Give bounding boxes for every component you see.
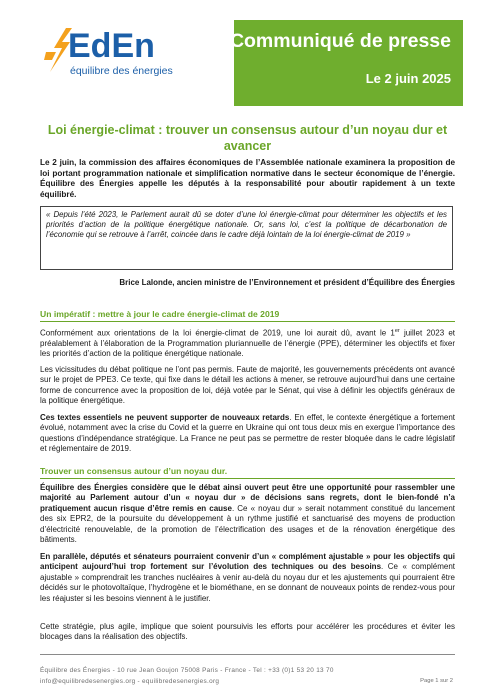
s2p1-bold: Équilibre des Énergies considère que le débat ainsi ouvert peut être une opportunité pour rassembler une majorité au Parlement autour d’un « noyau dur » de décisions sans regrets, dont le bien-fondé n’a pratiquement aucun risque d’être remis en cause <box>40 483 455 513</box>
footer-address: Équilibre des Énergies - 10 rue Jean Goujon 75008 Paris - France - Tel : +33 (0)1 53 20 13 70 <box>40 667 334 674</box>
s1p3-bold: Ces textes essentiels ne peuvent supporter de nouveaux retards <box>40 413 290 422</box>
s2p1-rest: . Ce « noyau dur » serait notamment constitué du lancement des six EPR2, de la poursuite du développement à un rythme justifié et sanctuarisé des moyens de production d’électricité renouvelable, de la promotion de l’électrification des usages et de la rénovation énergétique des bâtiments. <box>40 503 455 545</box>
lead-paragraph: Le 2 juin, la commission des affaires économiques de l’Assemblée nationale examinera la proposition de loi portant programmation nationale et simplification normative dans le secteur économique de l’énergie. Équilibre des Énergies appelle les députés à la responsabilité pour aboutir rapidement à un texte équilibré. <box>40 158 455 199</box>
section-2-paragraph-1 <box>40 483 455 545</box>
footer-rule <box>40 654 455 655</box>
section-1-paragraph-3 <box>40 413 455 455</box>
section-1-paragraph-1 <box>40 326 455 360</box>
page-title: Loi énergie-climat : trouver un consensus autour d’un noyau dur et avancer <box>47 123 448 153</box>
s1p1-b: juillet 2023 et préalablement à l’élaboration de la Programmation pluriannuelle de l’énergie (PPE), déterminer les objectifs et fixer les priorités d’action de la politique énergétique nationale. <box>40 328 456 359</box>
press-banner <box>229 20 463 106</box>
s2p2-bold: En parallèle, députés et sénateurs pourraient convenir d’un « complément ajustable » pour les objectifs qui anticipent aujourd’hui trop fortement sur l’évolution des techniques ou des besoins <box>40 552 455 572</box>
quote-text: « Depuis l’été 2023, le Parlement aurait dû se doter d’une loi énergie-climat pour déterminer les objectifs et les priorités d’action de la politique énergétique nationale. Or, sans loi, c’est la politique de décarbonation de l’économie qui se retrouve à l’arrêt, coincée dans le cadre déjà lointain de la loi énergie-climat de 2019 » <box>46 210 447 240</box>
s2p2-rest: . Ce « complément ajustable » comprendrait les tranches nucléaires à venir au-delà du noyau dur et les ajustements qui pourraient être décidés sur le photovoltaïque, l’hydrogène et le biométhane, en se donnant de nouveaux points de rendez-vous pour les réajuster si les besoins viennent à le justifier. <box>40 562 456 603</box>
quote-box <box>40 206 453 270</box>
quote-author: Brice Lalonde, ancien ministre de l’Environnement et président d’Équilibre des Énergies <box>119 278 455 287</box>
banner-title: Communiqué de presse <box>229 30 451 52</box>
section-1-rule <box>40 321 455 322</box>
banner-date: Le 2 juin 2025 <box>365 71 451 86</box>
section-2-title: Trouver un consensus autour d’un noyau dur. <box>40 466 228 476</box>
s1p1-sup: er <box>394 328 400 334</box>
page-number: Page 1 sur 2 <box>420 678 453 684</box>
s1p3-rest: . En effet, le contexte énergétique a fortement évolué, notamment avec la crise du Covid et la guerre en Ukraine qui ont tous deux mis en exergue l’importance des questions d’indépendance stratégique. La France ne peut pas se permettre de rester bloquée dans le cadre législatif et réglementaire de 2019. <box>40 413 456 454</box>
logo-tagline: équilibre des énergies <box>70 65 173 77</box>
section-1-title: Un impératif : mettre à jour le cadre énergie-climat de 2019 <box>40 309 280 319</box>
footer-contact: info@equilibredesenergies.org - equilibredesenergies.org <box>40 678 220 685</box>
section-2-rule <box>40 478 455 479</box>
logo-wordmark: EdEn <box>68 27 155 65</box>
section-2-paragraph-3: Cette stratégie, plus agile, implique que soient poursuivis les efforts pour accélérer les procédures et éviter les blocages dans la réalisation des objectifs. <box>40 622 455 642</box>
s1p1-a: Conformément aux orientations de la loi énergie-climat de 2019, une loi aurait dû, avant le 1 <box>40 328 395 338</box>
section-1-paragraph-2: Les vicissitudes du débat politique ne l’ont pas permis. Faute de majorité, les gouvernements précédents ont avancé sur le projet de PPE3. Ce texte, qui fixe dans le détail les actions à mener, se retrouve aujourd’hui dans une certaine forme de concurrence avec la proposition de loi, déjà votée par le Sénat, qui vise à définir les objectifs généraux de la politique énergétique. <box>40 365 455 406</box>
eden-logo <box>40 22 173 92</box>
section-2-paragraph-2 <box>40 552 455 604</box>
